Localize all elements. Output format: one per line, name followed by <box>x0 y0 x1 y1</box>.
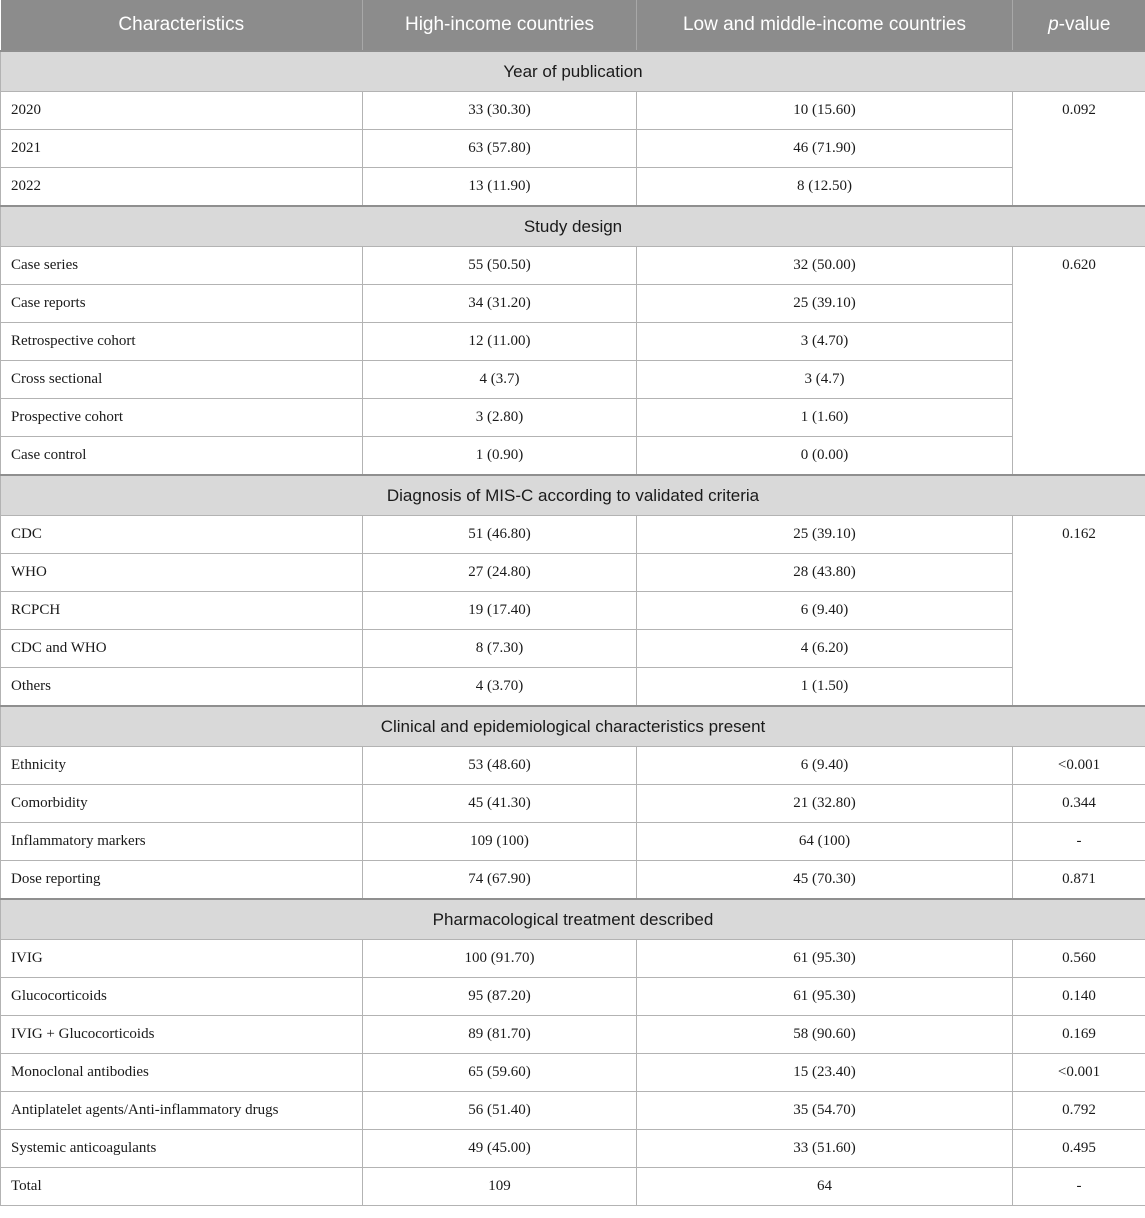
lmic-value: 46 (71.90) <box>637 130 1013 168</box>
section-header-diagnosis <box>1 475 1145 516</box>
row-label: Comorbidity <box>1 785 363 823</box>
table-row <box>1 92 1145 130</box>
hic-value: 109 <box>363 1168 637 1206</box>
lmic-value: 33 (51.60) <box>637 1130 1013 1168</box>
hic-value: 4 (3.7) <box>363 361 637 399</box>
lmic-value: 45 (70.30) <box>637 861 1013 900</box>
hic-value: 4 (3.70) <box>363 668 637 707</box>
row-label: Glucocorticoids <box>1 978 363 1016</box>
table-row <box>1 861 1145 900</box>
section-title: Clinical and epidemiological characteristics present <box>1 706 1145 747</box>
hic-value: 65 (59.60) <box>363 1054 637 1092</box>
section-title: Study design <box>1 206 1145 247</box>
lmic-value: 6 (9.40) <box>637 747 1013 785</box>
row-label: Dose reporting <box>1 861 363 900</box>
table-row <box>1 978 1145 1016</box>
lmic-value: 61 (95.30) <box>637 940 1013 978</box>
table-row <box>1 168 1145 207</box>
hic-value: 34 (31.20) <box>363 285 637 323</box>
section-title: Diagnosis of MIS-C according to validated criteria <box>1 475 1145 516</box>
section-header-clinical <box>1 706 1145 747</box>
lmic-value: 3 (4.70) <box>637 323 1013 361</box>
table-row <box>1 323 1145 361</box>
lmic-value: 61 (95.30) <box>637 978 1013 1016</box>
p-value: - <box>1013 823 1145 861</box>
p-value: 0.792 <box>1013 1092 1145 1130</box>
hic-value: 13 (11.90) <box>363 168 637 207</box>
header-lmic: Low and middle-income countries <box>637 0 1013 51</box>
p-value: 0.871 <box>1013 861 1145 900</box>
table-row <box>1 940 1145 978</box>
table-row <box>1 130 1145 168</box>
p-value: 0.162 <box>1013 516 1145 707</box>
p-value: 0.560 <box>1013 940 1145 978</box>
lmic-value: 32 (50.00) <box>637 247 1013 285</box>
p-value: <0.001 <box>1013 1054 1145 1092</box>
hic-value: 53 (48.60) <box>363 747 637 785</box>
row-label: Systemic anticoagulants <box>1 1130 363 1168</box>
lmic-value: 3 (4.7) <box>637 361 1013 399</box>
hic-value: 55 (50.50) <box>363 247 637 285</box>
lmic-value: 58 (90.60) <box>637 1016 1013 1054</box>
hic-value: 1 (0.90) <box>363 437 637 476</box>
table-row <box>1 247 1145 285</box>
section-header-design <box>1 206 1145 247</box>
row-label: Cross sectional <box>1 361 363 399</box>
lmic-value: 8 (12.50) <box>637 168 1013 207</box>
table-body <box>1 51 1145 1206</box>
table-row <box>1 1092 1145 1130</box>
p-rest: -value <box>1058 14 1111 35</box>
hic-value: 33 (30.30) <box>363 92 637 130</box>
lmic-value: 28 (43.80) <box>637 554 1013 592</box>
section-header-treatment <box>1 899 1145 940</box>
lmic-value: 1 (1.50) <box>637 668 1013 707</box>
lmic-value: 10 (15.60) <box>637 92 1013 130</box>
hic-value: 27 (24.80) <box>363 554 637 592</box>
table-row <box>1 668 1145 707</box>
hic-value: 56 (51.40) <box>363 1092 637 1130</box>
lmic-value: 15 (23.40) <box>637 1054 1013 1092</box>
hic-value: 100 (91.70) <box>363 940 637 978</box>
row-label: RCPCH <box>1 592 363 630</box>
section-title: Pharmacological treatment described <box>1 899 1145 940</box>
p-value: 0.344 <box>1013 785 1145 823</box>
row-label: IVIG + Glucocorticoids <box>1 1016 363 1054</box>
table-row <box>1 285 1145 323</box>
header-characteristics: Characteristics <box>1 0 363 51</box>
table-header <box>1 0 1145 51</box>
p-value: 0.140 <box>1013 978 1145 1016</box>
lmic-value: 64 <box>637 1168 1013 1206</box>
table-row <box>1 516 1145 554</box>
lmic-value: 0 (0.00) <box>637 437 1013 476</box>
lmic-value: 25 (39.10) <box>637 285 1013 323</box>
table-row <box>1 437 1145 476</box>
p-value: <0.001 <box>1013 747 1145 785</box>
row-label: Ethnicity <box>1 747 363 785</box>
lmic-value: 1 (1.60) <box>637 399 1013 437</box>
row-label: 2021 <box>1 130 363 168</box>
hic-value: 74 (67.90) <box>363 861 637 900</box>
header-row <box>1 0 1145 51</box>
p-value: 0.620 <box>1013 247 1145 476</box>
header-high-income: High-income countries <box>363 0 637 51</box>
table-row <box>1 1016 1145 1054</box>
p-value: - <box>1013 1168 1145 1206</box>
row-label: Case reports <box>1 285 363 323</box>
hic-value: 12 (11.00) <box>363 323 637 361</box>
row-label: Case series <box>1 247 363 285</box>
hic-value: 8 (7.30) <box>363 630 637 668</box>
row-label: Monoclonal antibodies <box>1 1054 363 1092</box>
hic-value: 51 (46.80) <box>363 516 637 554</box>
row-label: Prospective cohort <box>1 399 363 437</box>
hic-value: 63 (57.80) <box>363 130 637 168</box>
table-row <box>1 592 1145 630</box>
row-label: Others <box>1 668 363 707</box>
total-row <box>1 1168 1145 1206</box>
lmic-value: 64 (100) <box>637 823 1013 861</box>
row-label: IVIG <box>1 940 363 978</box>
lmic-value: 4 (6.20) <box>637 630 1013 668</box>
hic-value: 109 (100) <box>363 823 637 861</box>
hic-value: 3 (2.80) <box>363 399 637 437</box>
hic-value: 19 (17.40) <box>363 592 637 630</box>
table-row <box>1 399 1145 437</box>
row-label: CDC <box>1 516 363 554</box>
lmic-value: 25 (39.10) <box>637 516 1013 554</box>
p-italic: p <box>1048 14 1059 35</box>
table-row <box>1 630 1145 668</box>
row-label: WHO <box>1 554 363 592</box>
table-row <box>1 554 1145 592</box>
row-label: Total <box>1 1168 363 1206</box>
p-value: 0.169 <box>1013 1016 1145 1054</box>
table-row <box>1 1054 1145 1092</box>
row-label: Case control <box>1 437 363 476</box>
row-label: 2020 <box>1 92 363 130</box>
hic-value: 45 (41.30) <box>363 785 637 823</box>
lmic-value: 35 (54.70) <box>637 1092 1013 1130</box>
p-value: 0.092 <box>1013 92 1145 207</box>
p-value: 0.495 <box>1013 1130 1145 1168</box>
row-label: Retrospective cohort <box>1 323 363 361</box>
table-row <box>1 785 1145 823</box>
row-label: CDC and WHO <box>1 630 363 668</box>
table-row <box>1 1130 1145 1168</box>
row-label: Antiplatelet agents/Anti-inflammatory drugs <box>1 1092 363 1130</box>
hic-value: 95 (87.20) <box>363 978 637 1016</box>
table-row <box>1 747 1145 785</box>
hic-value: 89 (81.70) <box>363 1016 637 1054</box>
hic-value: 49 (45.00) <box>363 1130 637 1168</box>
table-row <box>1 361 1145 399</box>
section-header-year <box>1 51 1145 92</box>
table-row <box>1 823 1145 861</box>
row-label: Inflammatory markers <box>1 823 363 861</box>
section-title: Year of publication <box>1 51 1145 92</box>
lmic-value: 21 (32.80) <box>637 785 1013 823</box>
row-label: 2022 <box>1 168 363 207</box>
header-p-value <box>1013 0 1145 51</box>
lmic-value: 6 (9.40) <box>637 592 1013 630</box>
